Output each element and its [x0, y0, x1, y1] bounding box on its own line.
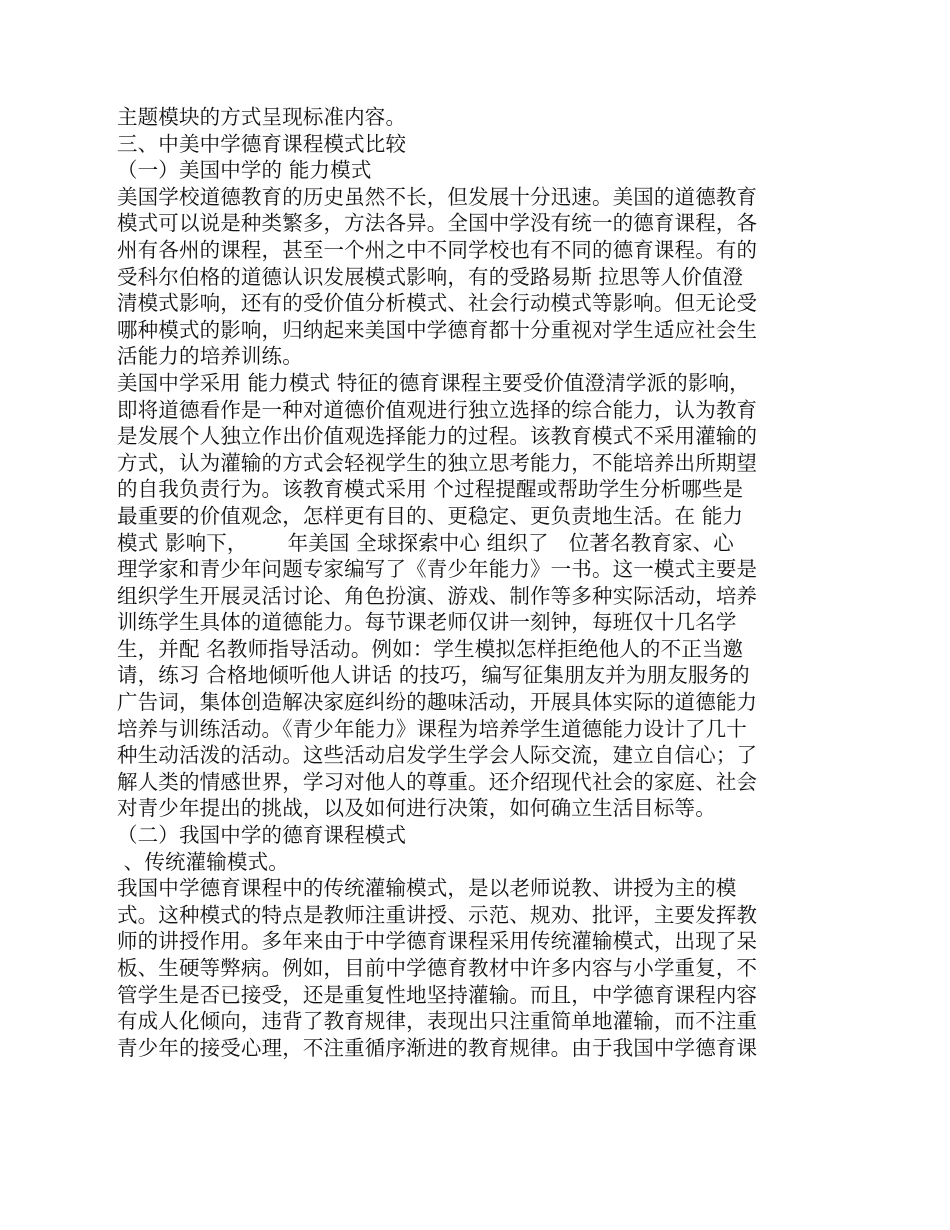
text-line: 模式 影响下， 年美国 全球探索中心 组织了 位著名教育家、心: [117, 530, 734, 555]
text-line: 的自我负责行为。该教育模式采用 个过程提醒或帮助学生分析哪些是: [117, 477, 744, 502]
text-line: 受科尔伯格的道德认识发展模式影响，有的受路易斯 拉思等人价值澄: [117, 264, 744, 289]
text-line: 训练学生具体的道德能力。每节课老师仅讲一刻钟，每班仅十几名学: [117, 610, 737, 635]
text-line: 生，并配 名教师指导活动。例如：学生模拟怎样拒绝他人的不正当邀: [117, 636, 744, 661]
text-line: 主题模块的方式呈现标准内容。: [117, 105, 407, 129]
text-line: 组织学生开展灵活讨论、角色扮演、游戏、制作等多种实际活动，培养: [117, 583, 758, 608]
text-line: 方式，认为灌输的方式会轻视学生的独立思考能力，不能培养出所期望: [117, 450, 758, 475]
text-line: 美国中学采用 能力模式 特征的德育课程主要受价值澄清学派的影响，: [117, 370, 750, 395]
text-line: 管学生是否已接受，还是重复性地坚持灌输。而且，中学德育课程内容: [117, 982, 758, 1007]
text-line: 最重要的价值观念，怎样更有目的、更稳定、更负责地生活。在 能力: [117, 503, 744, 528]
text-line: 是发展个人独立作出价值观选择能力的过程。该教育模式不采用灌输的: [117, 424, 758, 449]
text-line: 对青少年提出的挑战，以及如何进行决策，如何确立生活目标等。: [117, 796, 716, 821]
text-line: 州有各州的课程，甚至一个州之中不同学校也有不同的德育课程。有的: [117, 237, 758, 262]
subsection-heading: （一）美国中学的 能力模式: [117, 158, 372, 183]
text-line: 师的讲授作用。多年来由于中学德育课程采用传统灌输模式，出现了呆: [117, 929, 758, 954]
text-line: 理学家和青少年问题专家编写了《青少年能力》一书。这一模式主要是: [117, 557, 758, 582]
text-line: 广告词，集体创造解决家庭纠纷的趣味活动，开展具体实际的道德能力: [117, 690, 758, 715]
section-heading: 三、中美中学德育课程模式比较: [117, 131, 407, 156]
text-line: 哪种模式的影响，归纳起来美国中学德育都十分重视对学生适应社会生: [117, 317, 758, 342]
text-line: 板、生硬等弊病。例如，目前中学德育教材中许多内容与小学重复，不: [117, 956, 758, 980]
text-line: 我国中学德育课程中的传统灌输模式，是以老师说教、讲授为主的模: [117, 876, 737, 901]
text-line: 模式可以说是种类繁多，方法各异。全国中学没有统一的德育课程，各: [117, 211, 758, 236]
text-line: 即将道德看作是一种对道德价值观进行独立选择的综合能力，认为教育: [117, 397, 758, 422]
text-line: 有成人化倾向，违背了教育规律，表现出只注重简单地灌输，而不注重: [117, 1009, 758, 1034]
text-line: 清模式影响，还有的受价值分析模式、社会行动模式等影响。但无论受: [117, 291, 758, 316]
text-line: 美国学校道德教育的历史虽然不长，但发展十分迅速。美国的道德教育: [117, 184, 758, 209]
item-heading: 、传统灌输模式。: [117, 849, 289, 874]
subsection-heading: （二）我国中学的德育课程模式: [117, 823, 407, 848]
text-line: 种生动活泼的活动。这些活动启发学生学会人际交流，建立自信心；了: [117, 743, 758, 768]
document-body: [117, 104, 837, 1061]
text-line: 请，练习 合格地倾听他人讲话 的技巧，编写征集朋友并为朋友服务的: [117, 663, 750, 688]
text-line: 式。这种模式的特点是教师注重讲授、示范、规劝、批评，主要发挥教: [117, 902, 758, 927]
text-line: 培养与训练活动。《青少年能力》课程为培养学生道德能力设计了几十: [117, 716, 747, 741]
text-line: 青少年的接受心理，不注重循序渐进的教育规律。由于我国中学德育课: [117, 1035, 758, 1060]
text-line: 解人类的情感世界，学习对他人的尊重。还介绍现代社会的家庭、社会: [117, 769, 758, 794]
text-line: 活能力的培养训练。: [117, 344, 303, 369]
